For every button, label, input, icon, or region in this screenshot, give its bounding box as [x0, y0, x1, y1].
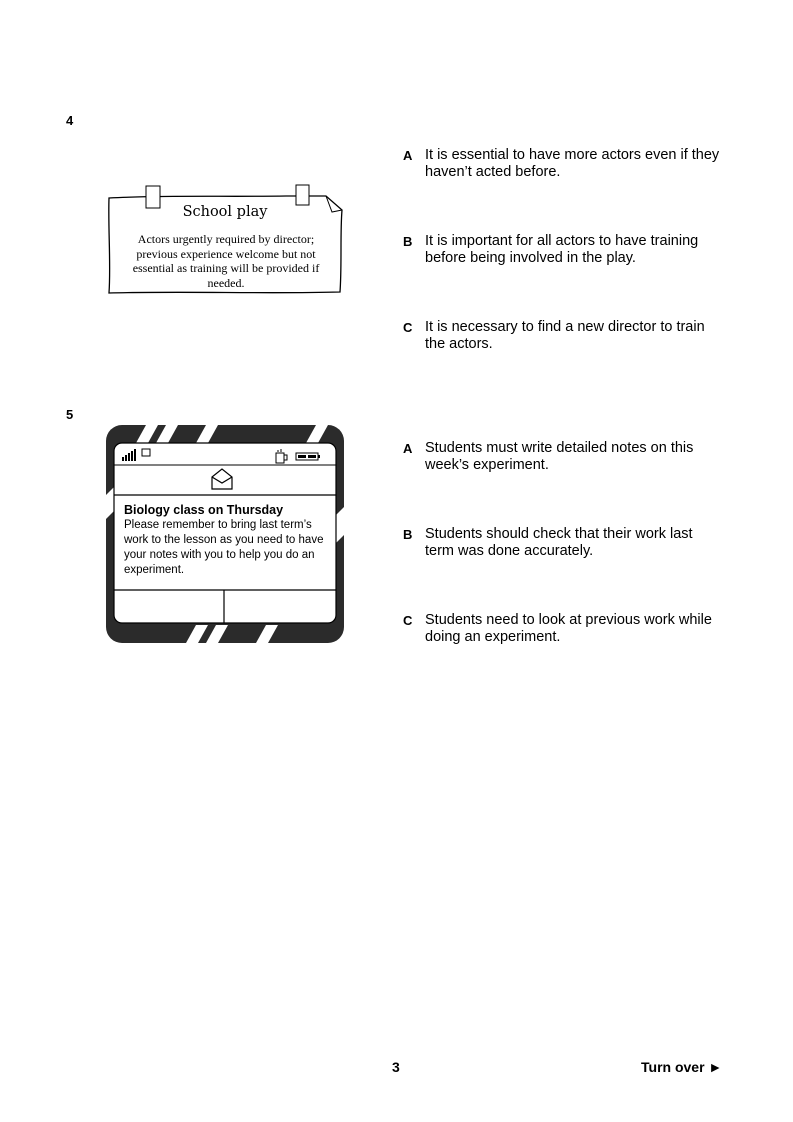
- option-letter: B: [403, 234, 413, 249]
- option-letter: C: [403, 613, 413, 628]
- option-letter: B: [403, 527, 413, 542]
- message-title: Biology class on Thursday: [124, 503, 284, 517]
- option-text: Students should check that their work last term was done accurately.: [425, 526, 693, 559]
- turn-over-label: Turn over ►: [641, 1059, 723, 1075]
- question-number: 5: [66, 407, 74, 422]
- option-text: It is important for all actors to have training before being involved in the play.: [425, 233, 699, 266]
- option-letter: A: [403, 441, 413, 456]
- option-text: Students must write detailed notes on this week’s experiment.: [425, 440, 694, 473]
- q4-option-a[interactable]: [403, 147, 733, 181]
- q4-option-c[interactable]: [403, 319, 733, 353]
- option-text: Students need to look at previous work while doing an experiment.: [425, 612, 712, 645]
- option-letter: A: [403, 148, 413, 163]
- phone-message: [106, 425, 344, 643]
- q5-option-a[interactable]: [403, 440, 733, 474]
- option-text: It is essential to have more actors even if they haven’t acted before.: [425, 147, 720, 180]
- message-body: Please remember to bring last term’s work to the lesson as you need to have your notes with you to help you do an experiment.: [124, 519, 324, 576]
- notice-title: School play: [182, 204, 268, 220]
- q5-option-b[interactable]: [403, 526, 733, 560]
- school-play-notice: [106, 184, 346, 298]
- q5-option-c[interactable]: [403, 612, 733, 646]
- notice-body: Actors urgently required by director; previous experience welcome but not essential as training will be provided if needed.: [132, 232, 320, 290]
- q4-option-b[interactable]: [403, 233, 733, 267]
- option-text: It is necessary to find a new director to train the actors.: [425, 319, 705, 352]
- question-number: 4: [66, 113, 74, 128]
- page-number: 3: [392, 1059, 400, 1075]
- battery-icon: [296, 453, 320, 460]
- option-letter: C: [403, 320, 413, 335]
